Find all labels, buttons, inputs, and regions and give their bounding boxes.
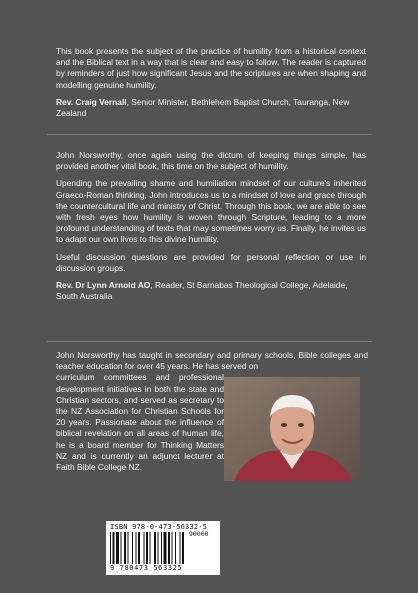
author-portrait-icon: [224, 377, 360, 481]
endorser-affiliation: , Reader, St Barnabas Theological College, Adelaide, South Australia: [56, 280, 348, 302]
isbn-barcode: [106, 521, 220, 575]
bio-intro: John Norsworthy has taught in secondary and primary schools, Bible colleges and teacher education for over 45 years. He has served on: [56, 350, 368, 372]
review-paragraph: Useful discussion questions are provided for personal reflection or use in discussion groups.: [56, 251, 366, 273]
review-lynn-arnold: [56, 150, 366, 308]
isbn-text: ISBN 978-0-473-56332-5: [110, 523, 208, 531]
divider: [47, 341, 372, 342]
endorser-affiliation: , Senior Minister, Bethlehem Baptist Church, Tauranga, New Zealand: [56, 96, 350, 119]
review-paragraph: John Norsworthy, once again using the dictum of keeping things simple, has provided another vital book, this time on the subject of humility.: [56, 150, 366, 172]
endorser-name: Rev. Dr Lynn Arnold AO: [56, 280, 151, 291]
review-attribution: [56, 280, 366, 302]
endorser-name: Rev. Craig Vernall: [56, 96, 127, 107]
barcode-digits: 9 780473 563325: [110, 564, 183, 572]
price-code: 90000: [189, 530, 209, 538]
author-photo: [224, 377, 360, 481]
review-paragraph: Upending the prevailing shame and humiliation mindset of our culture's inherited Graeco-Roman thinking, John introduces us to a mindset of love and grace through the countercultural life and ministry of Christ. Through this book, we are able to see with fresh eyes how humility is woven through Scripture, leading to a more profound understanding of texts that may sometimes worry us. Finally, he invites us to adapt our own lives to this divine humility.: [56, 178, 366, 245]
bio-body: curriculum committees and professional development initiatives in both the state and Christian sectors, and served as secretary to the NZ Association for Christian Schools for 20 years. Passionate about the influence of biblical revelation on all areas of human life, he is a board member for Thinking Matters NZ and is currently an adjunct lecturer at Faith Bible College NZ.: [56, 372, 224, 473]
review-attribution: [56, 97, 366, 119]
divider: [47, 134, 372, 135]
review-craig-vernall: [56, 46, 366, 125]
review-text: This book presents the subject of the practice of humility from a historical context and the Biblical text in a way that is clear and easy to follow. The reader is captured by reminders of just how significant Jesus and the scriptures are when shaping and modelling genuine humility.: [56, 46, 366, 90]
barcode-bars-icon: [110, 532, 216, 564]
